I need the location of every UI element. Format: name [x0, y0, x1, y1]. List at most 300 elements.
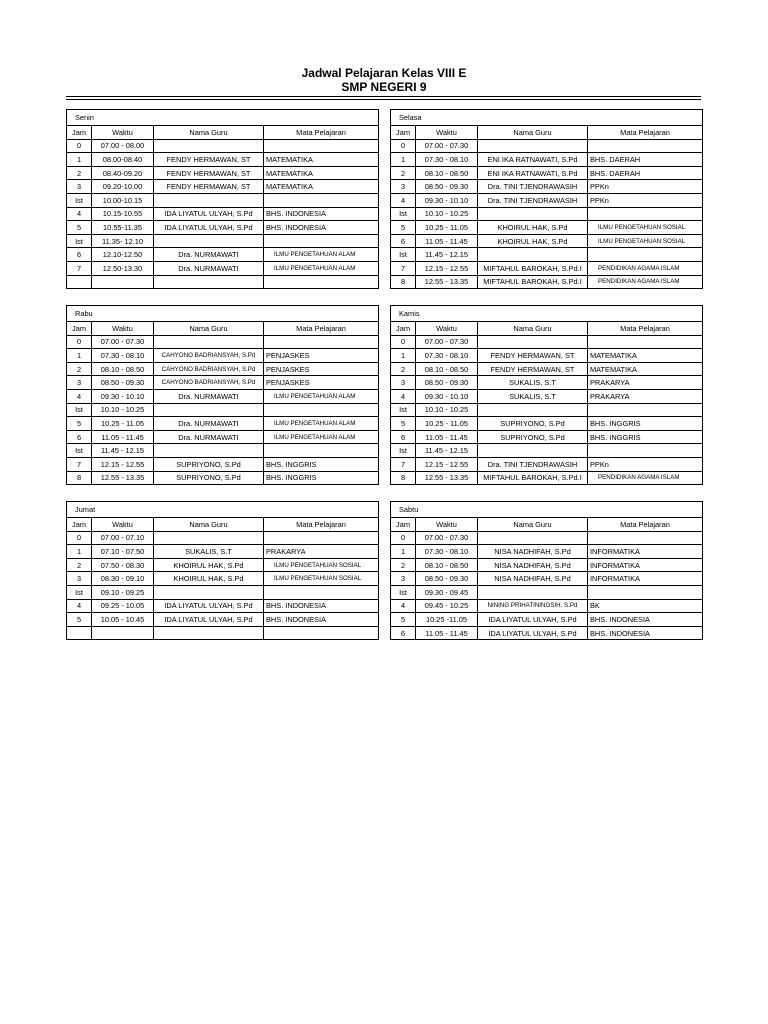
cell-guru	[478, 531, 588, 545]
cell-mapel	[264, 139, 379, 153]
cell-guru: MIFTAHUL BAROKAH, S.Pd.I	[478, 261, 588, 275]
table-row	[391, 153, 703, 167]
cell-guru: IDA LIYATUL ULYAH, S.Pd	[478, 613, 588, 627]
table-row	[67, 139, 379, 153]
cell-jam: Ist	[67, 585, 92, 599]
cell-mapel: PRAKARYA	[588, 389, 703, 403]
cell-jam: Ist	[391, 403, 416, 417]
table-row	[67, 599, 379, 613]
cell-guru	[478, 444, 588, 458]
cell-mapel: PENJASKES	[264, 349, 379, 363]
cell-mapel: BHS. INDONESIA	[264, 599, 379, 613]
cell-waktu: 10.15-10.55	[92, 207, 154, 221]
cell-mapel	[588, 335, 703, 349]
cell-guru: Dra. TINI TJENDRAWASIH	[478, 193, 588, 207]
table-row	[67, 389, 379, 403]
cell-jam: 0	[67, 531, 92, 545]
cell-waktu: 11.05 - 11.45	[416, 234, 478, 248]
cell-guru: Dra. NURMAWATI	[154, 389, 264, 403]
cell-waktu: 11.45 - 12.15	[92, 444, 154, 458]
column-header-waktu: Waktu	[92, 322, 154, 336]
cell-waktu: 07.30 - 08.10	[416, 153, 478, 167]
cell-guru: SUPRIYONO, S.Pd	[154, 457, 264, 471]
cell-mapel: ILMU PENGETAHUAN ALAM	[264, 430, 379, 444]
cell-waktu: 07.30 - 08.10	[92, 349, 154, 363]
cell-mapel: MATEMATIKA	[264, 180, 379, 194]
cell-guru	[478, 248, 588, 262]
header-divider-bottom	[66, 99, 701, 100]
table-row	[391, 471, 703, 485]
table-row	[67, 613, 379, 627]
table-row	[391, 166, 703, 180]
cell-guru: FENDY HERMAWAN, ST	[154, 153, 264, 167]
cell-guru	[478, 207, 588, 221]
table-row	[391, 335, 703, 349]
cell-jam: 2	[67, 166, 92, 180]
cell-mapel: ILMU PENGETAHUAN SOSIAL	[588, 234, 703, 248]
cell-mapel: PPKn	[588, 457, 703, 471]
day-title: Rabu	[67, 306, 379, 322]
cell-guru: Dra. NURMAWATI	[154, 261, 264, 275]
cell-mapel: PENDIDIKAN AGAMA ISLAM	[588, 471, 703, 485]
cell-jam: 0	[391, 335, 416, 349]
cell-guru: Dra. NURMAWATI	[154, 430, 264, 444]
column-header-mapel: Mata Pelajaran	[264, 518, 379, 532]
cell-jam	[67, 626, 92, 640]
cell-mapel	[588, 139, 703, 153]
cell-mapel: INFORMATIKA	[588, 545, 703, 559]
cell-jam: 2	[391, 558, 416, 572]
table-row	[67, 558, 379, 572]
cell-guru: CAHYONO BADRIANSYAH, S.Pd	[154, 349, 264, 363]
day-title: Kamis	[391, 306, 703, 322]
table-row	[391, 362, 703, 376]
cell-mapel: BHS. INGGRIS	[588, 430, 703, 444]
cell-waktu: 09.30 - 09.45	[416, 585, 478, 599]
column-header-waktu: Waktu	[416, 518, 478, 532]
cell-guru: SUKALIS, S.T	[154, 545, 264, 559]
cell-waktu: 11.05 - 11.45	[416, 626, 478, 640]
cell-waktu: 09.20-10.00	[92, 180, 154, 194]
column-header-guru: Nama Guru	[154, 518, 264, 532]
cell-waktu: 12.55 - 13.35	[92, 471, 154, 485]
cell-mapel: PENDIDIKAN AGAMA ISLAM	[588, 261, 703, 275]
table-row	[391, 261, 703, 275]
cell-mapel: ILMU PENGETAHUAN ALAM	[264, 389, 379, 403]
cell-mapel	[588, 444, 703, 458]
cell-jam: 7	[67, 457, 92, 471]
cell-guru	[154, 234, 264, 248]
cell-mapel: ILMU PENGETAHUAN ALAM	[264, 261, 379, 275]
cell-guru	[154, 585, 264, 599]
cell-jam: 6	[391, 234, 416, 248]
cell-mapel: INFORMATIKA	[588, 572, 703, 586]
table-row	[67, 166, 379, 180]
cell-mapel	[264, 403, 379, 417]
table-row	[67, 545, 379, 559]
cell-guru	[478, 335, 588, 349]
cell-guru: IDA LIYATUL ULYAH, S.Pd	[154, 599, 264, 613]
cell-waktu: 07.00 - 07.10	[92, 531, 154, 545]
table-row	[67, 444, 379, 458]
cell-mapel: BHS. INDONESIA	[264, 613, 379, 627]
schedule-table	[66, 501, 379, 640]
table-row	[67, 349, 379, 363]
cell-waktu: 10.05 - 10.45	[92, 613, 154, 627]
cell-waktu: 07.10 - 07.50	[92, 545, 154, 559]
day-title: Jumat	[67, 502, 379, 518]
table-row	[67, 234, 379, 248]
column-header-guru: Nama Guru	[478, 126, 588, 140]
cell-waktu: 12.55 - 13.35	[416, 471, 478, 485]
cell-mapel: ILMU PENGETAHUAN ALAM	[264, 417, 379, 431]
cell-jam: 0	[67, 335, 92, 349]
day-block-senin	[66, 109, 378, 289]
cell-guru	[154, 275, 264, 289]
cell-jam: 3	[67, 180, 92, 194]
cell-guru	[154, 193, 264, 207]
table-row	[67, 430, 379, 444]
cell-waktu: 10.00-10.15	[92, 193, 154, 207]
schedule-table	[390, 109, 703, 289]
column-header-row	[391, 322, 703, 336]
cell-mapel	[588, 248, 703, 262]
cell-waktu: 12.50-13.30	[92, 261, 154, 275]
cell-guru	[154, 626, 264, 640]
cell-jam: Ist	[391, 444, 416, 458]
cell-waktu: 09.30 - 10.10	[416, 193, 478, 207]
cell-mapel: BHS. INGGRIS	[588, 417, 703, 431]
cell-guru: NINING PRIHATININGSIH, S.Pd	[478, 599, 588, 613]
cell-waktu: 12.15 - 12.55	[416, 261, 478, 275]
day-block-jumat	[66, 501, 378, 640]
cell-mapel: MATEMATIKA	[588, 349, 703, 363]
cell-guru	[478, 139, 588, 153]
table-row	[391, 234, 703, 248]
cell-waktu: 09.30 - 10.10	[416, 389, 478, 403]
table-row	[391, 221, 703, 235]
cell-jam: 4	[67, 207, 92, 221]
schedule-table	[390, 305, 703, 485]
table-row	[391, 376, 703, 390]
cell-guru: FENDY HERMAWAN, ST	[478, 349, 588, 363]
cell-guru: FENDY HERMAWAN, ST	[154, 166, 264, 180]
cell-jam: 6	[67, 430, 92, 444]
table-row	[391, 139, 703, 153]
cell-jam: 6	[391, 626, 416, 640]
cell-waktu: 07.30 - 08.10	[416, 349, 478, 363]
cell-guru: SUPRIYONO, S.Pd	[478, 417, 588, 431]
column-header-waktu: Waktu	[92, 518, 154, 532]
cell-mapel: PENDIDIKAN AGAMA ISLAM	[588, 275, 703, 289]
column-header-row	[67, 518, 379, 532]
cell-jam: 7	[391, 457, 416, 471]
column-header-guru: Nama Guru	[478, 322, 588, 336]
table-row	[391, 417, 703, 431]
cell-waktu: 12.55 - 13.35	[416, 275, 478, 289]
table-row	[391, 545, 703, 559]
cell-guru: NISA NADHIFAH, S.Pd	[478, 545, 588, 559]
column-header-jam: Jam	[391, 126, 416, 140]
cell-mapel: BHS. INDONESIA	[264, 207, 379, 221]
cell-waktu: 08.10 - 08.50	[416, 558, 478, 572]
cell-jam: Ist	[391, 207, 416, 221]
table-row	[391, 403, 703, 417]
cell-jam: Ist	[67, 403, 92, 417]
cell-jam: 0	[67, 139, 92, 153]
cell-guru: CAHYONO BADRIANSYAH, S.Pd	[154, 362, 264, 376]
cell-waktu: 10.10 - 10.25	[416, 403, 478, 417]
cell-jam: 3	[391, 376, 416, 390]
cell-waktu: 08.10 - 08.50	[416, 362, 478, 376]
table-row	[391, 389, 703, 403]
cell-waktu	[92, 275, 154, 289]
cell-guru	[154, 403, 264, 417]
table-row	[391, 180, 703, 194]
cell-waktu: 10.25 -11.05	[416, 613, 478, 627]
day-block-kamis	[390, 305, 702, 485]
cell-jam: 3	[391, 572, 416, 586]
cell-waktu: 10.55-11.35	[92, 221, 154, 235]
table-row	[391, 457, 703, 471]
cell-mapel: INFORMATIKA	[588, 558, 703, 572]
cell-guru: SUKALIS, S.T	[478, 376, 588, 390]
cell-jam: 1	[391, 153, 416, 167]
cell-guru: FENDY HERMAWAN, ST	[478, 362, 588, 376]
cell-guru: KHOIRUL HAK, S.Pd	[154, 572, 264, 586]
cell-guru: SUPRIYONO, S.Pd	[478, 430, 588, 444]
cell-jam: 3	[67, 376, 92, 390]
cell-guru: FENDY HERMAWAN, ST	[154, 180, 264, 194]
cell-guru: KHOIRUL HAK, S.Pd	[154, 558, 264, 572]
cell-guru: KHOIRUL HAK, S.Pd	[478, 234, 588, 248]
cell-jam: 1	[67, 545, 92, 559]
cell-waktu: 10.25 - 11.05	[416, 417, 478, 431]
cell-jam: 4	[67, 599, 92, 613]
cell-mapel	[264, 335, 379, 349]
table-row	[67, 248, 379, 262]
cell-guru: IDA LIYATUL ULYAH, S.Pd	[154, 221, 264, 235]
cell-jam: 8	[391, 275, 416, 289]
cell-mapel: PPKn	[588, 193, 703, 207]
school-name: SMP NEGERI 9	[341, 80, 427, 94]
cell-waktu: 08.40-09.20	[92, 166, 154, 180]
cell-waktu: 08.30 - 09.10	[92, 572, 154, 586]
column-header-mapel: Mata Pelajaran	[264, 126, 379, 140]
cell-mapel: BHS. INDONESIA	[264, 221, 379, 235]
cell-waktu: 12.15 - 12.55	[92, 457, 154, 471]
cell-guru: SUPRIYONO, S.Pd	[154, 471, 264, 485]
cell-waktu: 11.05 - 11.45	[416, 430, 478, 444]
cell-jam: 8	[67, 471, 92, 485]
table-row	[391, 275, 703, 289]
cell-mapel	[588, 403, 703, 417]
day-block-selasa	[390, 109, 702, 289]
day-title: Sabtu	[391, 502, 703, 518]
cell-mapel: BHS. INDONESIA	[588, 626, 703, 640]
cell-mapel: ILMU PENGETAHUAN SOSIAL	[264, 572, 379, 586]
cell-jam: 1	[67, 153, 92, 167]
day-title: Senin	[67, 110, 379, 126]
cell-jam: 6	[67, 248, 92, 262]
cell-jam: 4	[67, 389, 92, 403]
table-row	[391, 193, 703, 207]
cell-jam: 0	[391, 139, 416, 153]
table-row	[67, 626, 379, 640]
table-row	[67, 471, 379, 485]
table-row	[67, 585, 379, 599]
table-row	[391, 599, 703, 613]
cell-jam: 2	[391, 362, 416, 376]
cell-waktu: 07.00 - 08.00	[92, 139, 154, 153]
cell-guru: Dra. NURMAWATI	[154, 248, 264, 262]
cell-jam: 1	[391, 545, 416, 559]
cell-waktu: 09.30 - 10.10	[92, 389, 154, 403]
table-row	[67, 193, 379, 207]
column-header-row	[67, 126, 379, 140]
cell-jam	[67, 275, 92, 289]
cell-mapel: PENJASKES	[264, 362, 379, 376]
table-row	[391, 248, 703, 262]
column-header-jam: Jam	[391, 322, 416, 336]
cell-guru	[154, 335, 264, 349]
cell-jam: 4	[391, 193, 416, 207]
cell-jam: Ist	[67, 444, 92, 458]
cell-guru	[478, 585, 588, 599]
table-row	[67, 572, 379, 586]
cell-waktu: 10.10 - 10.25	[92, 403, 154, 417]
cell-waktu: 07.30 - 08.10	[416, 545, 478, 559]
cell-mapel	[264, 193, 379, 207]
cell-mapel: ILMU PENGETAHUAN SOSIAL	[264, 558, 379, 572]
cell-waktu	[92, 626, 154, 640]
cell-waktu: 07.00 - 07.30	[416, 335, 478, 349]
table-row	[67, 261, 379, 275]
cell-mapel: BK	[588, 599, 703, 613]
cell-waktu: 07.00 - 07.30	[416, 531, 478, 545]
schedule-table	[390, 501, 703, 640]
day-block-rabu	[66, 305, 378, 485]
cell-mapel	[264, 444, 379, 458]
cell-jam: Ist	[67, 234, 92, 248]
cell-mapel: BHS. DAERAH	[588, 153, 703, 167]
column-header-mapel: Mata Pelajaran	[588, 518, 703, 532]
cell-mapel	[588, 585, 703, 599]
cell-waktu: 08.10 - 08.50	[416, 166, 478, 180]
column-header-jam: Jam	[67, 518, 92, 532]
table-row	[391, 558, 703, 572]
cell-guru: Dra. TINI TJENDRAWASIH	[478, 457, 588, 471]
cell-jam: 2	[67, 558, 92, 572]
cell-waktu: 08.50 - 09.30	[416, 572, 478, 586]
cell-mapel: MATEMATIKA	[264, 166, 379, 180]
table-row	[391, 349, 703, 363]
table-row	[391, 585, 703, 599]
cell-guru: SUKALIS, S.T	[478, 389, 588, 403]
cell-jam: 1	[67, 349, 92, 363]
day-block-sabtu	[390, 501, 702, 640]
cell-mapel	[264, 234, 379, 248]
column-header-row	[391, 518, 703, 532]
cell-waktu: 10.25 - 11.05	[416, 221, 478, 235]
cell-jam: 8	[391, 471, 416, 485]
cell-guru	[478, 403, 588, 417]
table-row	[67, 417, 379, 431]
cell-waktu: 11.05 - 11.45	[92, 430, 154, 444]
cell-mapel	[588, 531, 703, 545]
cell-waktu: 08.50 - 09.30	[416, 376, 478, 390]
cell-jam: 2	[67, 362, 92, 376]
cell-jam: 0	[391, 531, 416, 545]
cell-jam: Ist	[67, 193, 92, 207]
cell-guru: Dra. NURMAWATI	[154, 417, 264, 431]
column-header-waktu: Waktu	[92, 126, 154, 140]
table-row	[67, 376, 379, 390]
column-header-waktu: Waktu	[416, 322, 478, 336]
cell-waktu: 07.50 - 08.30	[92, 558, 154, 572]
cell-waktu: 08.50 - 09.30	[416, 180, 478, 194]
cell-guru: MIFTAHUL BAROKAH, S.Pd.I	[478, 275, 588, 289]
table-row	[67, 531, 379, 545]
column-header-row	[67, 322, 379, 336]
cell-mapel: MATEMATIKA	[588, 362, 703, 376]
column-header-jam: Jam	[391, 518, 416, 532]
cell-mapel: BHS. INDONESIA	[588, 613, 703, 627]
document-header	[0, 66, 768, 94]
cell-waktu: 08.10 - 08.50	[92, 362, 154, 376]
schedule-table	[66, 109, 379, 289]
table-row	[67, 403, 379, 417]
cell-jam: 2	[391, 166, 416, 180]
schedule-table	[66, 305, 379, 485]
cell-guru: ENI IKA RATNAWATI, S.Pd	[478, 153, 588, 167]
cell-waktu: 09.10 - 09.25	[92, 585, 154, 599]
cell-jam: 3	[391, 180, 416, 194]
cell-jam: 4	[391, 599, 416, 613]
column-header-guru: Nama Guru	[154, 126, 264, 140]
cell-jam: 5	[67, 417, 92, 431]
cell-mapel	[264, 275, 379, 289]
table-row	[67, 457, 379, 471]
table-row	[67, 221, 379, 235]
cell-waktu: 07.00 - 07.30	[416, 139, 478, 153]
cell-guru: Dra. TINI TJENDRAWASIH	[478, 180, 588, 194]
table-row	[67, 335, 379, 349]
cell-waktu: 11.45 - 12.15	[416, 248, 478, 262]
cell-waktu: 12.10-12.50	[92, 248, 154, 262]
cell-waktu: 09.25 - 10.05	[92, 599, 154, 613]
column-header-guru: Nama Guru	[478, 518, 588, 532]
table-row	[67, 362, 379, 376]
table-row	[67, 207, 379, 221]
table-row	[67, 180, 379, 194]
cell-mapel: MATEMATIKA	[264, 153, 379, 167]
cell-waktu: 08.50 - 09.30	[92, 376, 154, 390]
cell-waktu: 08.00-08.40	[92, 153, 154, 167]
cell-guru: NISA NADHIFAH, S.Pd	[478, 572, 588, 586]
cell-waktu: 11.45 - 12.15	[416, 444, 478, 458]
cell-guru: CAHYONO BADRIANSYAH, S.Pd	[154, 376, 264, 390]
table-row	[391, 444, 703, 458]
table-row	[67, 275, 379, 289]
column-header-row	[391, 126, 703, 140]
table-row	[391, 531, 703, 545]
day-title: Selasa	[391, 110, 703, 126]
cell-guru: IDA LIYATUL ULYAH, S.Pd	[478, 626, 588, 640]
cell-mapel	[264, 626, 379, 640]
cell-guru	[154, 444, 264, 458]
table-row	[67, 153, 379, 167]
